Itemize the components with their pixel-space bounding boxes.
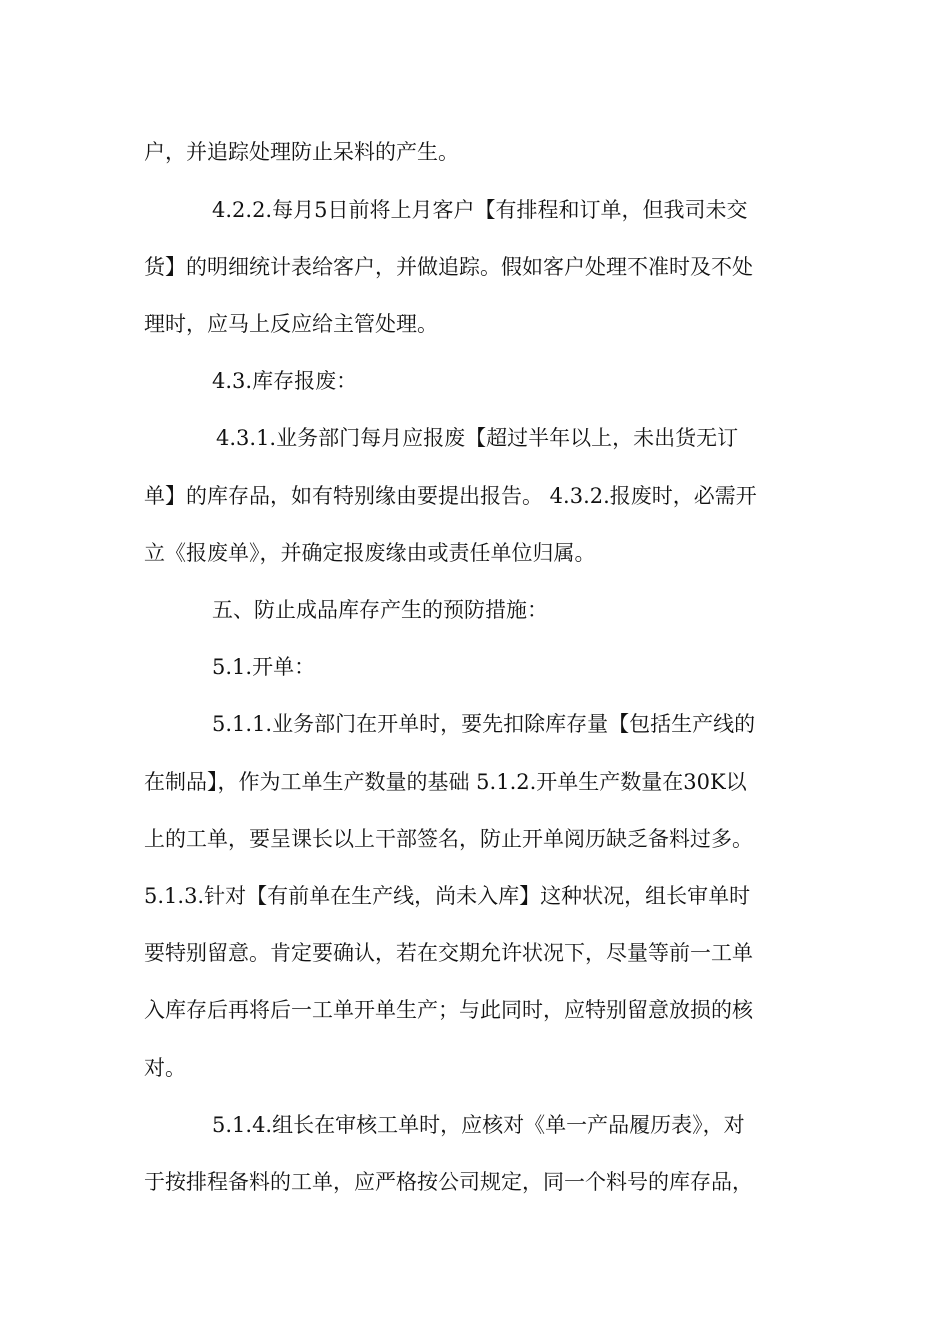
text-line: 5.1.3.针对【有前单在生产线，尚未入库】这种状况，组长审单时 bbox=[144, 884, 751, 908]
text-line: 5.1.1.业务部门在开单时，要先扣除库存量【包括生产线的 bbox=[212, 712, 756, 736]
text-line: 立《报废单》，并确定报废缘由或责任单位归属。 bbox=[144, 541, 596, 565]
section-heading: 五、防止成品库存产生的预防措施： bbox=[212, 598, 548, 622]
section-heading: 4.3.库存报废： bbox=[212, 369, 358, 393]
text-line: 5.1.4.组长在审核工单时，应核对《单一产品履历表》，对 bbox=[212, 1113, 745, 1137]
text-line: 户，并追踪处理防止呆料的产生。 bbox=[144, 140, 459, 164]
text-line: 理时，应马上反应给主管处理。 bbox=[144, 312, 438, 336]
text-line: 于按排程备料的工单，应严格按公司规定，同一个料号的库存品， bbox=[144, 1170, 753, 1194]
text-line: 单】的库存品，如有特别缘由要提出报告。 4.3.2.报废时，必需开 bbox=[144, 484, 757, 508]
text-line: 4.3.1.业务部门每月应报废【超过半年以上，未出货无订 bbox=[216, 426, 739, 450]
text-line: 上的工单，要呈课长以上干部签名，防止开单阅历缺乏备料过多。 bbox=[144, 827, 753, 851]
section-heading: 5.1.开单： bbox=[212, 655, 316, 679]
text-line: 在制品】，作为工单生产数量的基础 5.1.2.开单生产数量在30K以 bbox=[144, 770, 747, 794]
text-line: 4.2.2.每月5日前将上月客户【有排程和订单，但我司未交 bbox=[212, 198, 748, 222]
text-line: 货】的明细统计表给客户，并做追踪。假如客户处理不准时及不处 bbox=[144, 255, 753, 279]
text-line: 入库存后再将后一工单开单生产；与此同时，应特别留意放损的核 bbox=[144, 998, 753, 1022]
text-line: 要特别留意。肯定要确认，若在交期允许状况下，尽量等前一工单 bbox=[144, 941, 753, 965]
text-line: 对。 bbox=[144, 1056, 186, 1080]
